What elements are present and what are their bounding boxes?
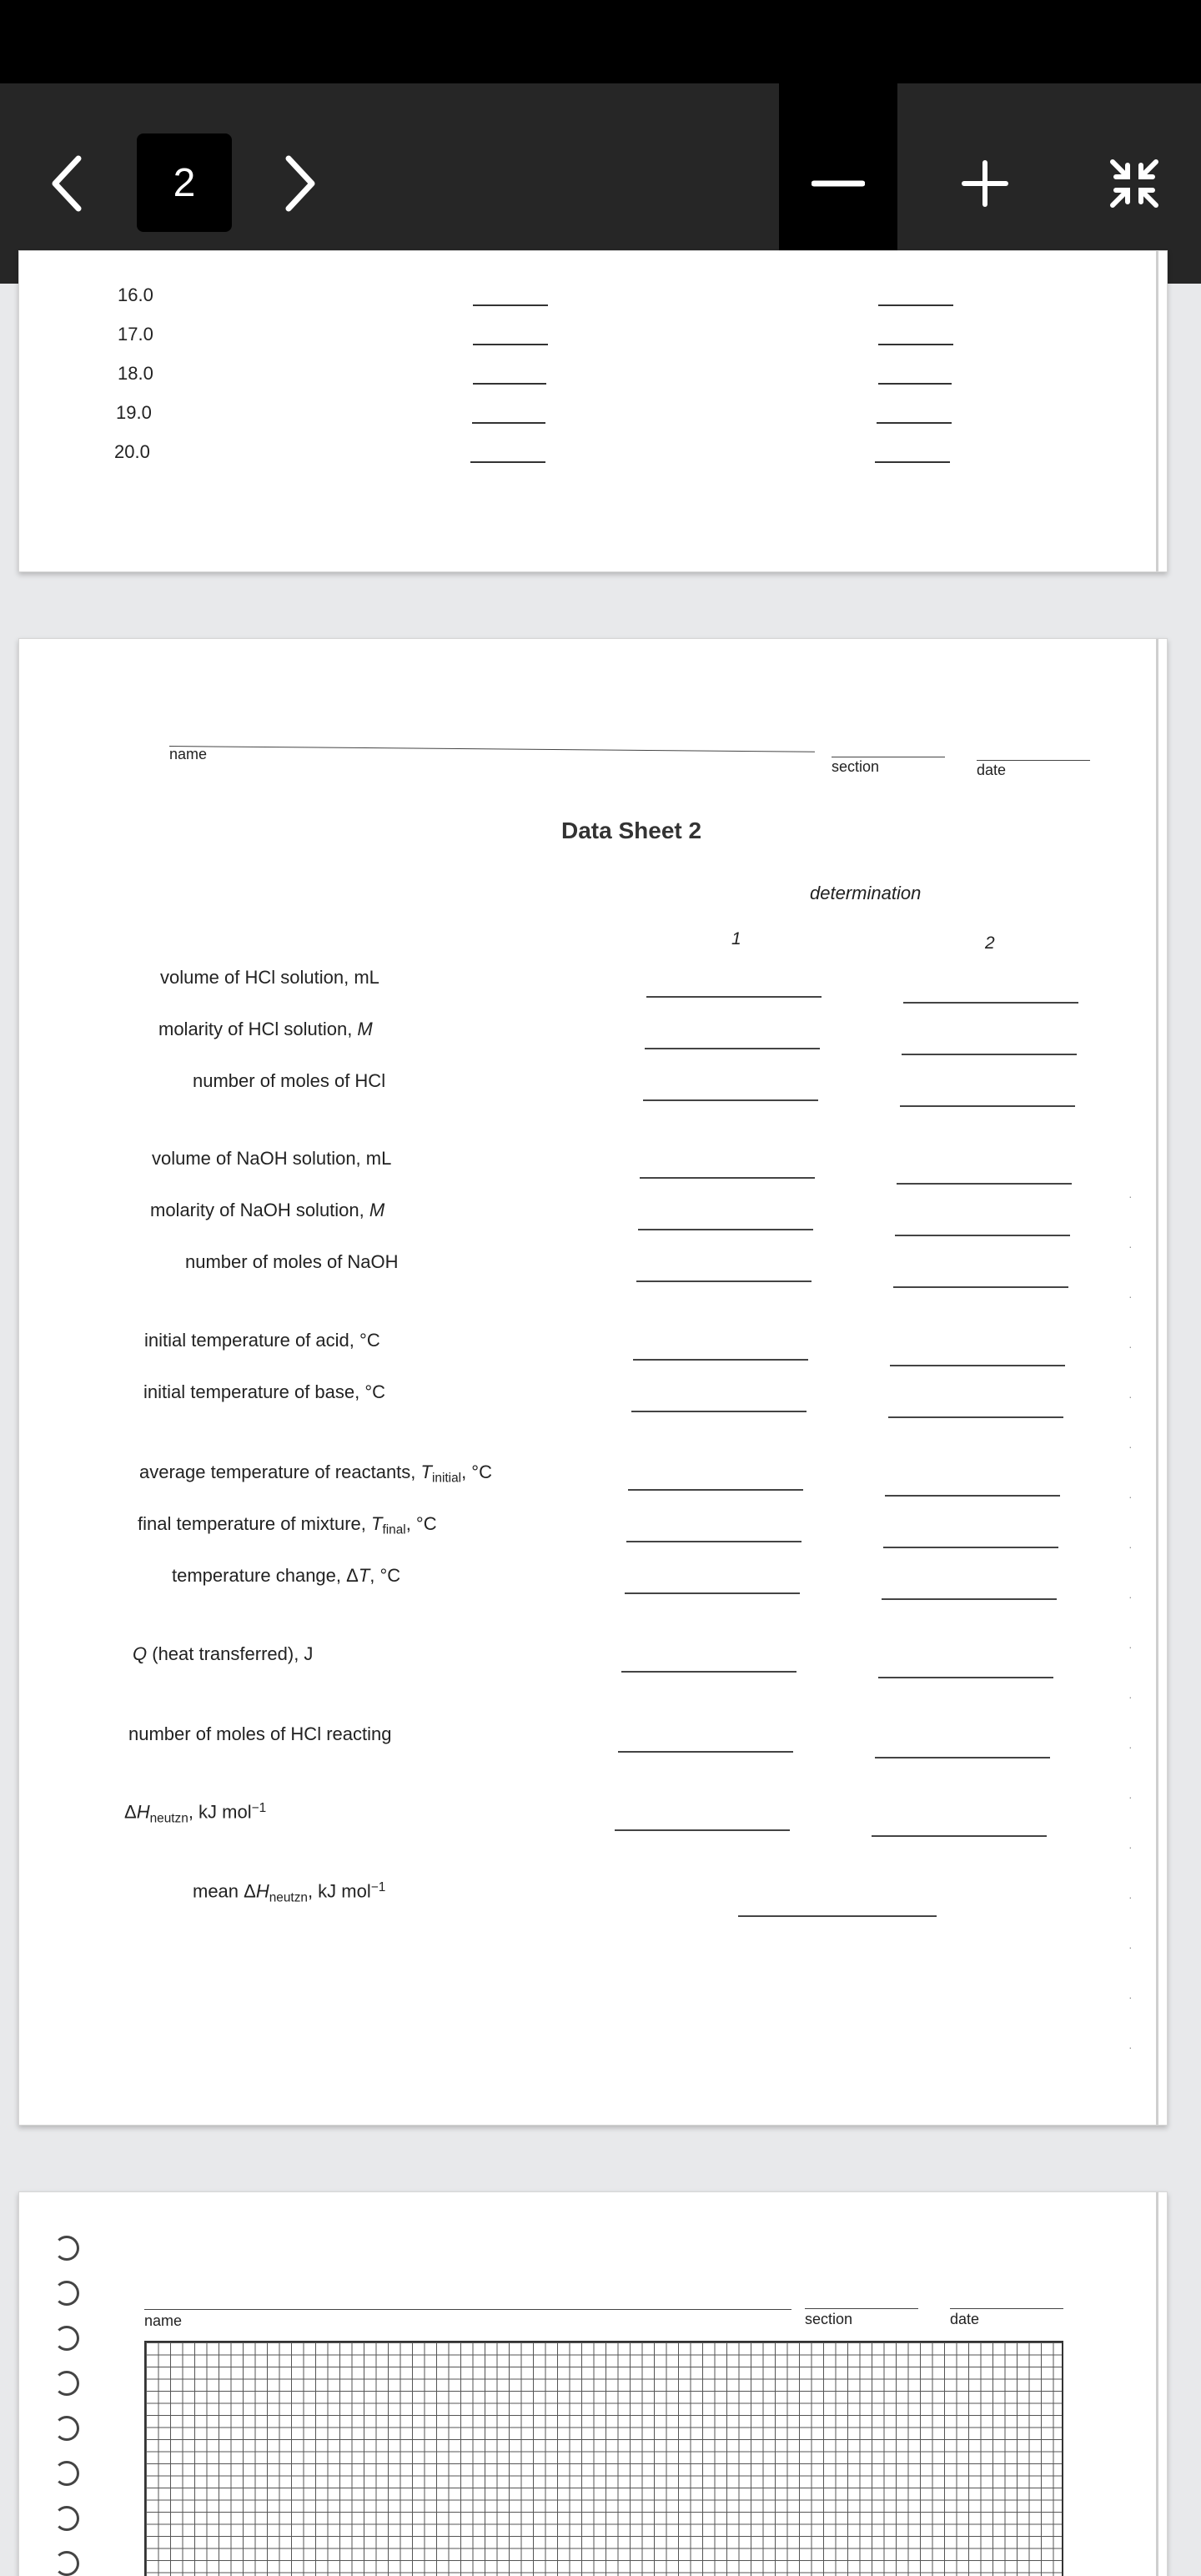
binder-ring-icon	[54, 2371, 79, 2396]
blank-line	[877, 422, 952, 424]
name-line	[144, 2309, 791, 2310]
answer-line	[875, 1757, 1050, 1758]
answer-line-mean	[738, 1915, 937, 1917]
answer-line	[897, 1183, 1072, 1185]
page-number-field[interactable]: 2	[137, 133, 232, 232]
row-label: number of moles of HCl reacting	[128, 1723, 392, 1744]
column-header-2: 2	[985, 933, 995, 953]
answer-line	[882, 1598, 1057, 1600]
answer-line	[900, 1105, 1075, 1107]
section-line	[805, 2308, 918, 2309]
row-label: volume of HCl solution, mL	[160, 967, 379, 988]
name-label: name	[169, 746, 208, 762]
page-title: Data Sheet 2	[561, 818, 702, 843]
previous-page-button[interactable]	[33, 133, 100, 234]
binder-ring-icon	[54, 2326, 79, 2351]
answer-line	[885, 1495, 1060, 1497]
answer-line	[618, 1751, 793, 1753]
answer-line	[903, 1002, 1078, 1004]
answer-line	[888, 1416, 1063, 1418]
row-label: 20.0	[114, 441, 150, 462]
answer-line	[615, 1829, 790, 1831]
graph-paper-grid	[144, 2341, 1063, 2576]
date-label: date	[977, 762, 1007, 778]
blank-line	[878, 304, 953, 306]
blank-line	[473, 344, 548, 345]
binder-ring-icon	[54, 2236, 79, 2261]
row-label: average temperature of reactants, $T_{initial}$, °C	[139, 1462, 492, 1486]
page-edge	[1156, 639, 1158, 2125]
row-label: 19.0	[116, 402, 152, 423]
date-label: date	[950, 2311, 980, 2327]
page-edge	[1156, 2192, 1158, 2576]
row-label: 17.0	[118, 324, 153, 345]
scan-margin-marks: · · · · · · · · · · · · · · · · · ·	[1128, 1190, 1133, 2054]
answer-line	[643, 1099, 818, 1101]
column-group-header: determination	[810, 883, 922, 903]
document-page-3	[18, 2191, 1168, 2576]
name-line	[169, 746, 815, 752]
row-label: 18.0	[118, 363, 153, 384]
name-label: name	[144, 2312, 183, 2329]
blank-line	[472, 422, 545, 424]
column-header-1: 1	[731, 929, 741, 948]
document-page-2	[18, 638, 1168, 2126]
row-label: mean $\Delta H_{neutzn}$, kJ mol$^{-1}$	[193, 1880, 386, 1905]
zoom-in-button[interactable]	[926, 117, 1044, 250]
row-label: molarity of HCl solution, M	[158, 1019, 373, 1039]
page-edge	[1156, 251, 1158, 571]
plus-icon	[962, 160, 1008, 207]
document-page-1	[18, 250, 1168, 572]
answer-line	[631, 1411, 807, 1412]
answer-line	[625, 1592, 800, 1594]
blank-line	[878, 383, 952, 385]
row-label: Q (heat transferred), J	[133, 1643, 314, 1664]
blank-line	[875, 461, 950, 463]
answer-line	[621, 1671, 796, 1673]
answer-line	[628, 1489, 803, 1491]
blank-line	[878, 344, 953, 345]
row-label: initial temperature of acid, °C	[144, 1330, 380, 1351]
row-label: number of moles of HCl	[193, 1070, 386, 1091]
answer-line	[636, 1280, 812, 1282]
row-label: $\Delta H_{neutzn}$, kJ mol$^{-1}$	[124, 1801, 267, 1826]
binder-ring-icon	[54, 2416, 79, 2441]
row-label: molarity of NaOH solution, M	[150, 1200, 385, 1220]
answer-line	[893, 1286, 1068, 1288]
answer-line	[646, 996, 822, 998]
collapse-arrows-icon	[1108, 157, 1161, 210]
binder-ring-icon	[54, 2461, 79, 2486]
blank-line	[470, 461, 545, 463]
row-label: 16.0	[118, 284, 153, 305]
row-label: number of moles of NaOH	[185, 1251, 399, 1272]
chevron-left-icon	[48, 153, 85, 214]
answer-line	[872, 1835, 1047, 1837]
date-line	[950, 2308, 1063, 2309]
exit-fullscreen-button[interactable]	[1076, 117, 1193, 250]
row-label: temperature change, ΔT, °C	[172, 1565, 401, 1586]
date-line	[977, 760, 1090, 761]
section-label: section	[832, 758, 880, 775]
status-bar	[0, 0, 1201, 83]
answer-line	[626, 1541, 802, 1542]
answer-line	[638, 1229, 813, 1230]
section-label: section	[805, 2311, 853, 2327]
next-page-button[interactable]	[267, 133, 334, 234]
blank-line	[473, 383, 546, 385]
answer-line	[883, 1547, 1058, 1548]
chevron-right-icon	[282, 153, 319, 214]
answer-line	[633, 1359, 808, 1361]
answer-line	[878, 1677, 1053, 1678]
answer-line	[902, 1054, 1077, 1055]
answer-line	[895, 1235, 1070, 1236]
minus-icon	[812, 179, 865, 188]
answer-line	[890, 1365, 1065, 1366]
row-label: initial temperature of base, °C	[143, 1381, 386, 1402]
answer-line	[640, 1177, 815, 1179]
answer-line	[645, 1048, 820, 1049]
binder-ring-icon	[54, 2506, 79, 2531]
binder-ring-icon	[54, 2551, 79, 2576]
row-label: final temperature of mixture, $T_{final}$, °C	[138, 1513, 437, 1537]
blank-line	[473, 304, 548, 306]
binder-ring-icon	[54, 2281, 79, 2306]
row-label: volume of NaOH solution, mL	[152, 1148, 392, 1169]
